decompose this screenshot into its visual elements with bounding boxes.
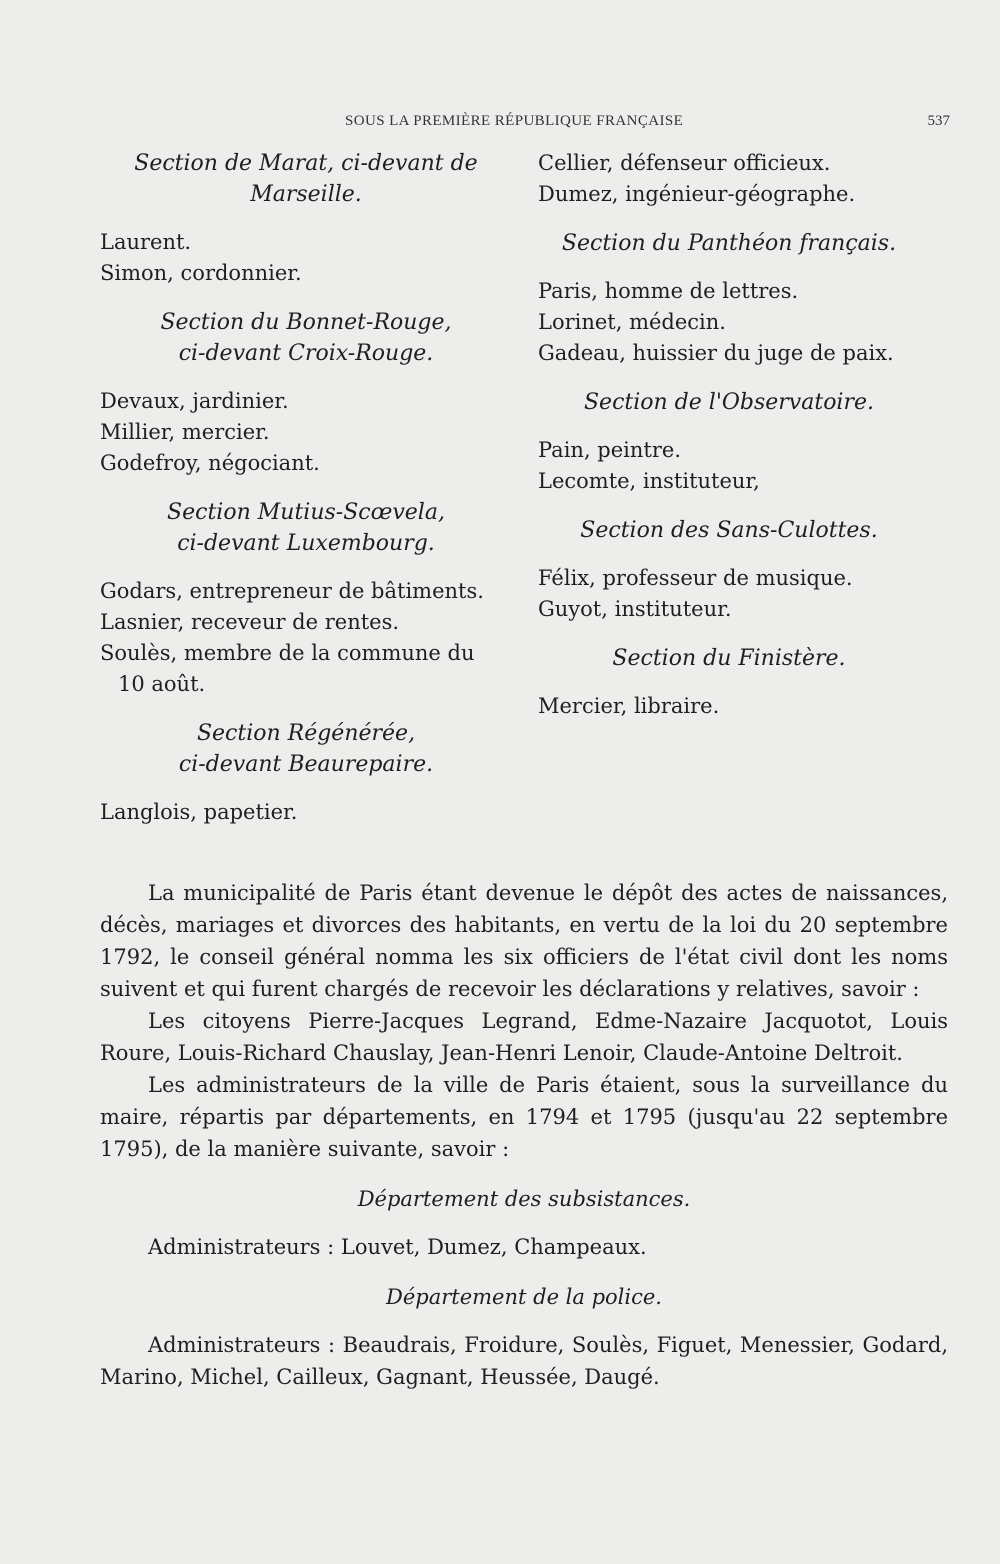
section-pantheon: [538, 228, 920, 259]
member-entry: Paris, homme de lettres.: [538, 279, 799, 303]
department-heading: Département des subsistances.: [357, 1187, 691, 1211]
page-number: 537: [927, 113, 950, 129]
member-entry: Devaux, jardinier.: [100, 389, 289, 413]
section-sans-culottes: [538, 515, 920, 546]
member-entry-continuation: 10 août.: [118, 672, 206, 696]
member-entry: Lorinet, médecin.: [538, 310, 726, 334]
section-heading: Section Régénérée,: [196, 721, 416, 746]
running-title: SOUS LA PREMIÈRE RÉPUBLIQUE FRANÇAISE: [345, 113, 684, 129]
member-entry: Dumez, ingénieur-géographe.: [538, 182, 856, 206]
member-entry: Mercier, libraire.: [538, 694, 720, 718]
member-entry: Millier, mercier.: [100, 420, 270, 444]
member-list: [100, 386, 512, 479]
section-heading: Marseille.: [250, 182, 362, 207]
member-list: [538, 276, 920, 369]
section-heading: Section des Sans-Culottes.: [580, 518, 878, 543]
member-list: [100, 227, 512, 289]
department-heading: Département de la police.: [386, 1285, 662, 1309]
right-column: [538, 148, 920, 722]
section-heading: Section de l'Observatoire.: [583, 390, 875, 415]
administrators-list: Administrateurs : Louvet, Dumez, Champeaux.: [148, 1235, 647, 1259]
section-heading: ci-devant Croix-Rouge.: [178, 341, 434, 366]
member-list: [538, 563, 920, 625]
member-entry: Lecomte, instituteur,: [538, 469, 760, 493]
member-list: [538, 691, 920, 722]
member-entry: Godars, entrepreneur de bâtiments.: [100, 579, 484, 603]
member-entry: Gadeau, huissier du juge de paix.: [538, 341, 894, 365]
administrators-list: Administrateurs : Beaudrais, Froidure, Soulès, Figuet, Menessier, Godard, Marino, Michel, Cailleux, Gagnant, Heussée, Daugé.: [100, 1333, 948, 1389]
section-marat: [100, 148, 512, 210]
section-heading: Section du Panthéon français.: [561, 231, 897, 256]
member-entry: Guyot, instituteur.: [538, 597, 732, 621]
member-entry: Simon, cordonnier.: [100, 261, 302, 285]
section-heading: Section du Bonnet-Rouge,: [160, 310, 452, 335]
paragraph: La municipalité de Paris étant devenue le dépôt des actes de naissances, décès, mariages et divorces des habitants, en vertu de la loi du 20 septembre 1792, le conseil général nomma les six officiers de l'état civil dont les noms suivent et qui furent chargés de recevoir les déclarations y relatives, savoir :: [100, 881, 948, 1001]
body-text: [100, 877, 948, 1393]
paragraph: Les citoyens Pierre-Jacques Legrand, Edme-Nazaire Jacquotot, Louis Roure, Louis-Richard Chauslay, Jean-Henri Lenoir, Claude-Antoine Deltroit.: [100, 1009, 948, 1065]
member-entry: Godefroy, négociant.: [100, 451, 320, 475]
section-heading: ci-devant Beaurepaire.: [178, 752, 434, 777]
section-finistere: [538, 643, 920, 674]
member-entry: Cellier, défenseur officieux.: [538, 151, 831, 175]
section-heading: Section du Finistère.: [612, 646, 846, 671]
member-entry: Laurent.: [100, 230, 192, 254]
section-mutius-scoevela: [100, 497, 512, 559]
member-entry: Lasnier, receveur de rentes.: [100, 610, 400, 634]
member-entry: Langlois, papetier.: [100, 800, 298, 824]
left-column: [100, 148, 512, 828]
section-heading: Section de Marat, ci-devant de: [134, 151, 478, 176]
section-observatoire: [538, 387, 920, 418]
member-entry: Pain, peintre.: [538, 438, 681, 462]
member-entry: Soulès, membre de la commune du: [100, 641, 475, 665]
running-head: [100, 113, 950, 137]
section-regeneree: [100, 718, 512, 780]
member-list: [100, 797, 512, 828]
section-heading: ci-devant Luxembourg.: [177, 531, 435, 556]
paragraph: Les administrateurs de la ville de Paris étaient, sous la surveillance du maire, répartis par départements, en 1794 et 1795 (jusqu'au 22 septembre 1795), de la manière suivante, savoir :: [100, 1073, 948, 1161]
section-heading: Section Mutius-Scœvela,: [167, 500, 445, 525]
section-bonnet-rouge: [100, 307, 512, 369]
member-list: [100, 576, 512, 700]
member-list: [538, 148, 920, 210]
member-entry: Félix, professeur de musique.: [538, 566, 853, 590]
member-list: [538, 435, 920, 497]
